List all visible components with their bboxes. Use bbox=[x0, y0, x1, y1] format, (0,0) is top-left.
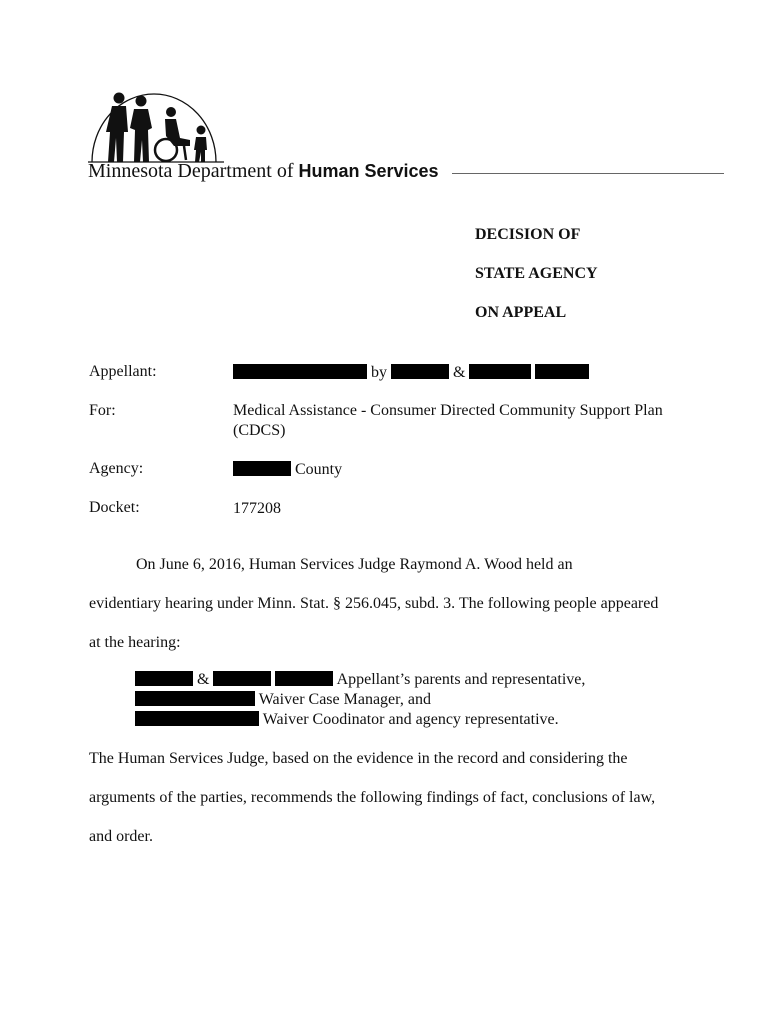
redaction bbox=[391, 364, 449, 379]
para2-line-1: The Human Services Judge, based on the evidence in the record and considering the bbox=[89, 750, 628, 767]
attendee-item bbox=[135, 670, 585, 690]
para1-line-3: at the hearing: bbox=[89, 634, 181, 651]
agency-name-regular: Minnesota Department of bbox=[88, 160, 294, 182]
for-label: For: bbox=[89, 402, 116, 419]
appellant-amp: & bbox=[453, 364, 466, 381]
document-title bbox=[475, 226, 598, 343]
redaction bbox=[135, 691, 255, 706]
redaction bbox=[135, 711, 259, 726]
redaction bbox=[469, 364, 531, 379]
attendee-role: Waiver Case Manager, and bbox=[258, 691, 431, 708]
redaction bbox=[233, 364, 367, 379]
para2-line-3: and order. bbox=[89, 828, 153, 845]
agency-name bbox=[88, 160, 439, 183]
attendee-item bbox=[135, 690, 585, 710]
attendee-role: Appellant’s parents and representative, bbox=[336, 671, 586, 688]
redaction bbox=[233, 461, 291, 476]
attendee-amp: & bbox=[197, 671, 210, 688]
attendee-list bbox=[135, 670, 585, 730]
redaction bbox=[213, 671, 271, 686]
title-line-1: DECISION OF bbox=[475, 226, 581, 243]
for-value-line-1: Medical Assistance - Consumer Directed Community Support Plan bbox=[233, 402, 663, 419]
redaction bbox=[275, 671, 333, 686]
para1-line-1: On June 6, 2016, Human Services Judge Raymond A. Wood held an bbox=[136, 556, 573, 573]
dhs-logo bbox=[86, 88, 226, 166]
agency-header bbox=[88, 160, 728, 186]
para1-line-2: evidentiary hearing under Minn. Stat. § 256.045, subd. 3. The following people appeared bbox=[89, 595, 659, 612]
appellant-label: Appellant: bbox=[89, 363, 157, 380]
para2-line-2: arguments of the parties, recommends the following findings of fact, conclusions of law, bbox=[89, 789, 656, 806]
agency-county: County bbox=[295, 461, 343, 478]
redaction bbox=[135, 671, 193, 686]
appellant-by: by bbox=[371, 364, 387, 381]
attendee-role: Waiver Coodinator and agency representative. bbox=[262, 711, 559, 728]
redaction bbox=[535, 364, 589, 379]
agency-label: Agency: bbox=[89, 460, 144, 477]
attendee-item bbox=[135, 710, 585, 730]
docket-value: 177208 bbox=[233, 500, 281, 517]
for-value bbox=[233, 401, 663, 441]
docket-label: Docket: bbox=[89, 499, 140, 516]
agency-name-bold: Human Services bbox=[298, 161, 439, 181]
title-line-3: ON APPEAL bbox=[475, 304, 567, 321]
header-rule bbox=[452, 173, 724, 174]
title-line-2: STATE AGENCY bbox=[475, 265, 598, 282]
appellant-value bbox=[233, 363, 589, 383]
agency-value bbox=[233, 460, 342, 480]
for-value-line-2: (CDCS) bbox=[233, 422, 286, 439]
